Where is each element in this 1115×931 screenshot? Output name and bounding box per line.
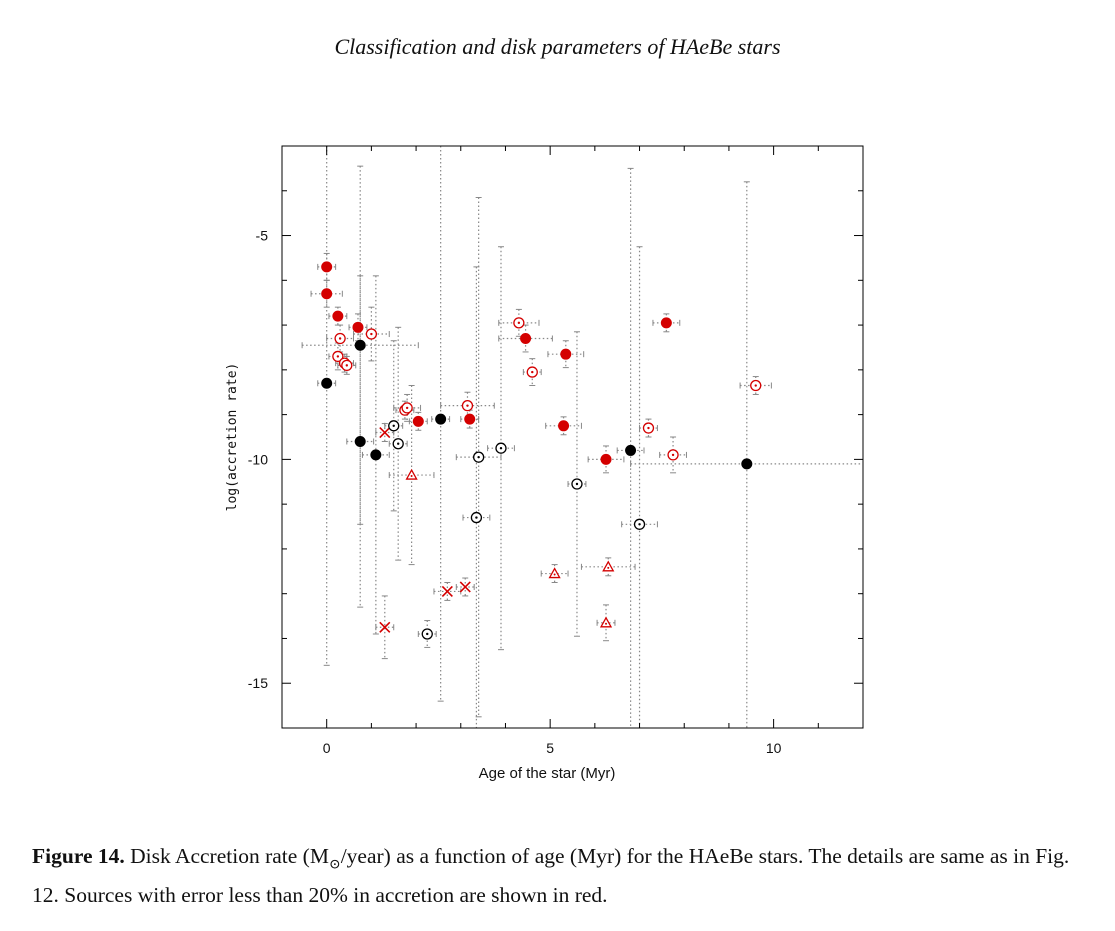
filled-circle-marker — [413, 416, 423, 426]
marker-center-dot — [393, 425, 395, 427]
filled-circle-marker — [322, 262, 332, 272]
marker-center-dot — [475, 516, 477, 518]
x-tick-label: 10 — [765, 740, 782, 756]
plot-frame — [282, 146, 863, 728]
running-title: Classification and disk parameters of HAeBe stars — [334, 34, 781, 59]
marker-center-dot — [647, 427, 649, 429]
filled-circle-marker — [353, 322, 363, 332]
marker-center-dot — [576, 483, 578, 485]
x-tick-label: 0 — [322, 740, 331, 756]
marker-center-dot — [406, 407, 408, 409]
marker-center-dot — [500, 447, 502, 449]
marker-center-dot — [411, 475, 413, 477]
caption-subscript: ⊙ — [328, 857, 341, 873]
marker-center-dot — [426, 633, 428, 635]
filled-circle-marker — [561, 349, 571, 359]
marker-center-dot — [605, 623, 607, 625]
filled-circle-marker — [559, 421, 569, 431]
marker-center-dot — [337, 355, 339, 357]
y-tick-label: -15 — [247, 675, 268, 692]
marker-center-dot — [607, 567, 609, 569]
data-markers — [322, 262, 761, 639]
y-tick-label: -10 — [247, 451, 268, 468]
axis-ticks — [248, 146, 863, 756]
filled-circle-marker — [322, 378, 332, 388]
marker-center-dot — [755, 384, 757, 386]
marker-center-dot — [638, 523, 640, 525]
filled-circle-marker — [436, 414, 446, 424]
y-axis-label: log(accretion rate) — [225, 362, 240, 512]
marker-center-dot — [531, 371, 533, 373]
filled-circle-marker — [601, 454, 611, 464]
marker-center-dot — [672, 454, 674, 456]
filled-circle-marker — [521, 334, 531, 344]
filled-circle-marker — [371, 450, 381, 460]
filled-circle-marker — [465, 414, 475, 424]
caption-text-1: Disk Accretion rate (M — [130, 844, 329, 868]
caption-label: Figure 14. — [32, 844, 125, 868]
filled-circle-marker — [355, 340, 365, 350]
triangle-marker — [407, 470, 417, 479]
filled-circle-marker — [742, 459, 752, 469]
caption-text-2: /year) as a function of age (Myr) for the HAeBe stars. The details are same as in Fig. 12. Sources with error less than 20% in accretion are shown in red. — [32, 844, 1070, 908]
x-tick-label: 5 — [546, 740, 555, 756]
filled-circle-marker — [626, 445, 636, 455]
marker-center-dot — [370, 333, 372, 335]
triangle-marker — [603, 562, 613, 571]
figure-caption — [32, 841, 1084, 911]
filled-circle-marker — [661, 318, 671, 328]
marker-center-dot — [554, 574, 556, 576]
marker-center-dot — [339, 337, 341, 339]
y-tick-label: -5 — [255, 227, 268, 244]
filled-circle-marker — [355, 436, 365, 446]
marker-center-dot — [397, 443, 399, 445]
filled-circle-marker — [333, 311, 343, 321]
marker-center-dot — [346, 364, 348, 366]
marker-center-dot — [518, 322, 520, 324]
error-bars — [302, 146, 863, 728]
x-axis-label: Age of the star (Myr) — [478, 765, 616, 782]
filled-circle-marker — [322, 289, 332, 299]
marker-center-dot — [477, 456, 479, 458]
marker-center-dot — [466, 404, 468, 406]
